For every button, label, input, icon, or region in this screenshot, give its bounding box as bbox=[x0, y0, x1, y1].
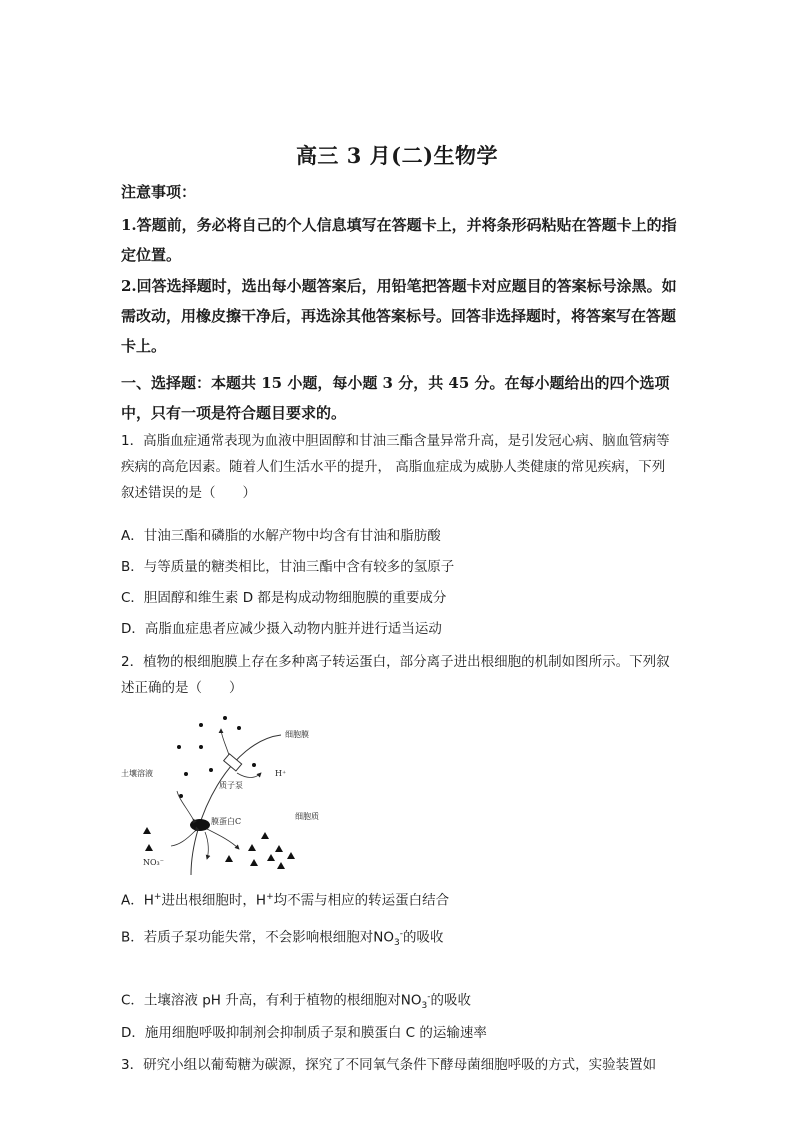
label-cell-membrane: 细胞膜 bbox=[285, 730, 309, 739]
ion-dots bbox=[177, 716, 256, 798]
section-heading: 一、选择题：本题共 15 小题，每小题 3 分，共 45 分。在每小题给出的四个选项中，只有一项是符合题目要求的。 bbox=[121, 374, 670, 422]
label-proton-pump: 质子泵 bbox=[219, 781, 243, 790]
question-1-option-d: D．高脂血症患者应减少摄入动物内脏并进行适当运动 bbox=[121, 621, 442, 637]
ion-transport-figure bbox=[121, 707, 341, 875]
notes-item-1: 1.答题前，务必将自己的个人信息填写在答题卡上，并将条形码粘贴在答题卡上的指定位置。 bbox=[121, 216, 677, 264]
notes-heading: 注意事项： bbox=[121, 183, 197, 201]
question-1-option-c: C．胆固醇和维生素 D 都是构成动物细胞膜的重要成分 bbox=[121, 590, 447, 606]
question-1-option-b: B．与等质量的糖类相比，甘油三酯中含有较多的氢原子 bbox=[121, 559, 455, 575]
question-1-option-a: A．甘油三酯和磷脂的水解产物中均含有甘油和脂肪酸 bbox=[121, 528, 441, 544]
question-1-stem: 1．高脂血症通常表现为血液中胆固醇和甘油三酯含量异常升高，是引发冠心病、脑血管病等疾病的高危因素。随着人们生活水平的提升， 高脂血症成为威胁人类健康的常见疾病，下列叙述错误的是（ ） bbox=[121, 433, 670, 501]
nitrate-triangles bbox=[143, 827, 295, 869]
page-title: 高三 3 月(二)生物学 bbox=[295, 143, 499, 168]
label-cytoplasm: 细胞质 bbox=[295, 812, 319, 821]
label-membrane-protein-c: 膜蛋白C bbox=[211, 817, 242, 826]
question-2-option-d: D．施用细胞呼吸抑制剂会抑制质子泵和膜蛋白 C 的运输速率 bbox=[121, 1025, 487, 1041]
question-2-option-b: B．若质子泵功能失常，不会影响根细胞对$NO_3^-$的吸收 bbox=[121, 929, 444, 949]
label-h-plus: H⁺ bbox=[275, 769, 287, 778]
cell-membrane-line bbox=[191, 735, 281, 875]
label-soil-solution: 土壤溶液 bbox=[121, 769, 153, 778]
notes-item-2: 2.回答选择题时，选出每小题答案后，用铅笔把答题卡对应题目的答案标号涂黑。如需改动，用橡皮擦干净后，再选涂其他答案标号。回答非选择题时，将答案写在答题卡上。 bbox=[121, 277, 677, 355]
label-nitrate: NO₃⁻ bbox=[143, 858, 164, 867]
question-3-stem: 3．研究小组以葡萄糖为碳源，探究了不同氧气条件下酵母菌细胞呼吸的方式，实验装置如 bbox=[121, 1057, 657, 1073]
question-2-stem: 2．植物的根细胞膜上存在多种离子转运蛋白，部分离子进出根细胞的机制如图所示。下列叙述正确的是（ ） bbox=[121, 654, 670, 696]
question-2-option-a: A．H+进出根细胞时，H+均不需与相应的转运蛋白结合 bbox=[121, 892, 450, 909]
proton-pump-shape bbox=[224, 754, 242, 771]
question-2-option-c: C．土壤溶液 pH 升高，有利于植物的根细胞对$NO_3^-$的吸收 bbox=[121, 992, 471, 1012]
